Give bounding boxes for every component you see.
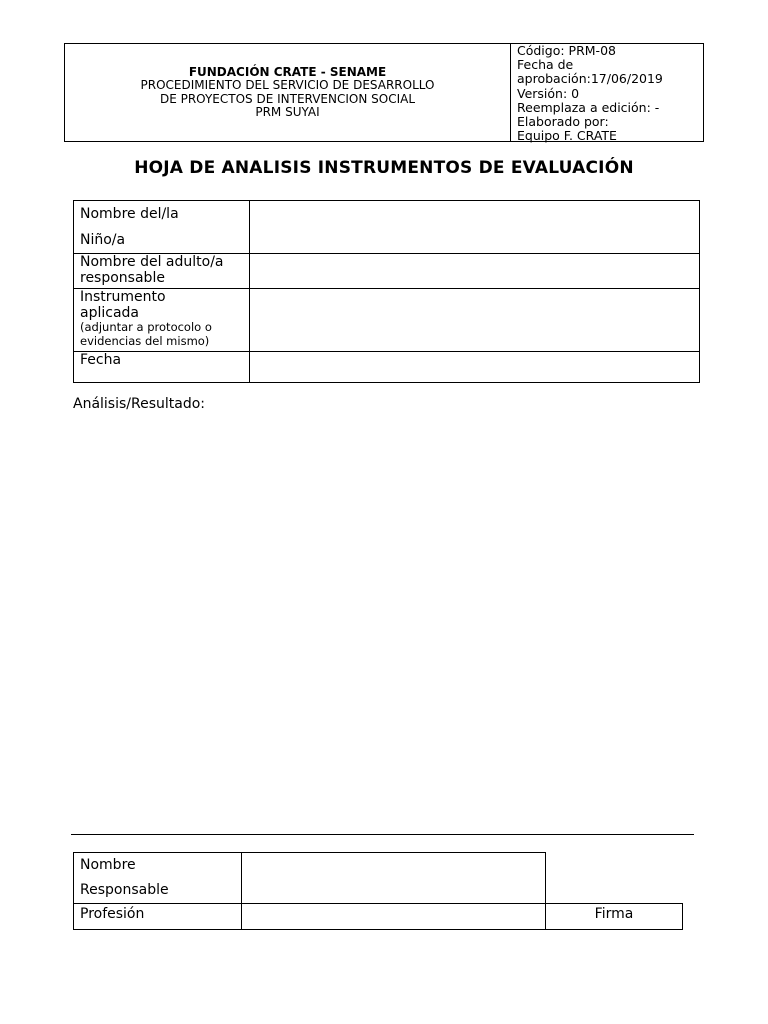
row-instrument — [74, 289, 700, 352]
analysis-area[interactable] — [73, 420, 700, 825]
child-name-label — [74, 201, 250, 254]
profession-label-cell — [73, 903, 242, 930]
instrument-label — [74, 289, 250, 352]
date-label: Fecha — [74, 352, 250, 383]
procedure-line-1: PROCEDIMIENTO DEL SERVICIO DE DESARROLLO — [140, 78, 435, 92]
responsible-label-line2: Responsable — [80, 882, 169, 898]
child-name-label-line2: Niño/a — [80, 232, 126, 248]
row-adult-name — [74, 254, 700, 289]
procedure-line-2: DE PROYECTOS DE INTERVENCION SOCIAL — [159, 91, 416, 106]
instrument-field[interactable] — [250, 289, 700, 352]
responsible-name-field[interactable] — [241, 852, 546, 904]
date-field[interactable] — [250, 352, 700, 383]
instrument-note-line2: evidencias del mismo) — [80, 333, 210, 348]
adult-name-label — [74, 254, 250, 289]
adult-name-label-line1: Nombre del adulto/a — [80, 254, 224, 270]
signature-label: Firma — [594, 906, 634, 922]
adult-name-label-line2: responsable — [80, 270, 165, 286]
org-name: FUNDACIÓN CRATE - SENAME — [188, 64, 387, 79]
meta-version: Versión: 0 — [517, 85, 580, 101]
child-name-label-line1: Nombre del/la — [80, 206, 179, 222]
instrument-label-line2: aplicada — [80, 305, 139, 321]
meta-code: Código: PRM-08 — [517, 43, 616, 58]
page-title: HOJA DE ANALISIS INSTRUMENTOS DE EVALUACIÓN — [134, 158, 634, 178]
row-child-name — [74, 201, 700, 254]
responsible-name-label-cell — [73, 852, 242, 904]
child-name-field[interactable] — [250, 201, 700, 254]
signature-separator — [71, 834, 694, 835]
meta-date-label: Fecha de — [517, 57, 574, 73]
header-org-box — [64, 43, 511, 142]
program-name: PRM SUYAI — [255, 105, 320, 119]
instrument-note-line1: (adjuntar a protocolo o — [80, 320, 212, 334]
meta-replaces: Reemplaza a edición: - — [517, 99, 660, 115]
row-date — [74, 352, 700, 383]
instrument-label-line1: Instrumento — [80, 289, 166, 305]
document-meta-box — [510, 43, 704, 142]
evaluation-form-table — [73, 200, 700, 383]
signature-cell[interactable] — [545, 903, 683, 930]
meta-author-label: Elaborado por: — [517, 114, 609, 130]
meta-approval-date: aprobación:17/06/2019 — [517, 71, 663, 87]
meta-author: Equipo F. CRATE — [517, 128, 617, 144]
analysis-label: Análisis/Resultado: — [73, 396, 206, 412]
responsible-label-line1: Nombre — [80, 857, 136, 873]
profession-field[interactable] — [241, 903, 546, 930]
profession-label: Profesión — [80, 906, 145, 922]
adult-name-field[interactable] — [250, 254, 700, 289]
